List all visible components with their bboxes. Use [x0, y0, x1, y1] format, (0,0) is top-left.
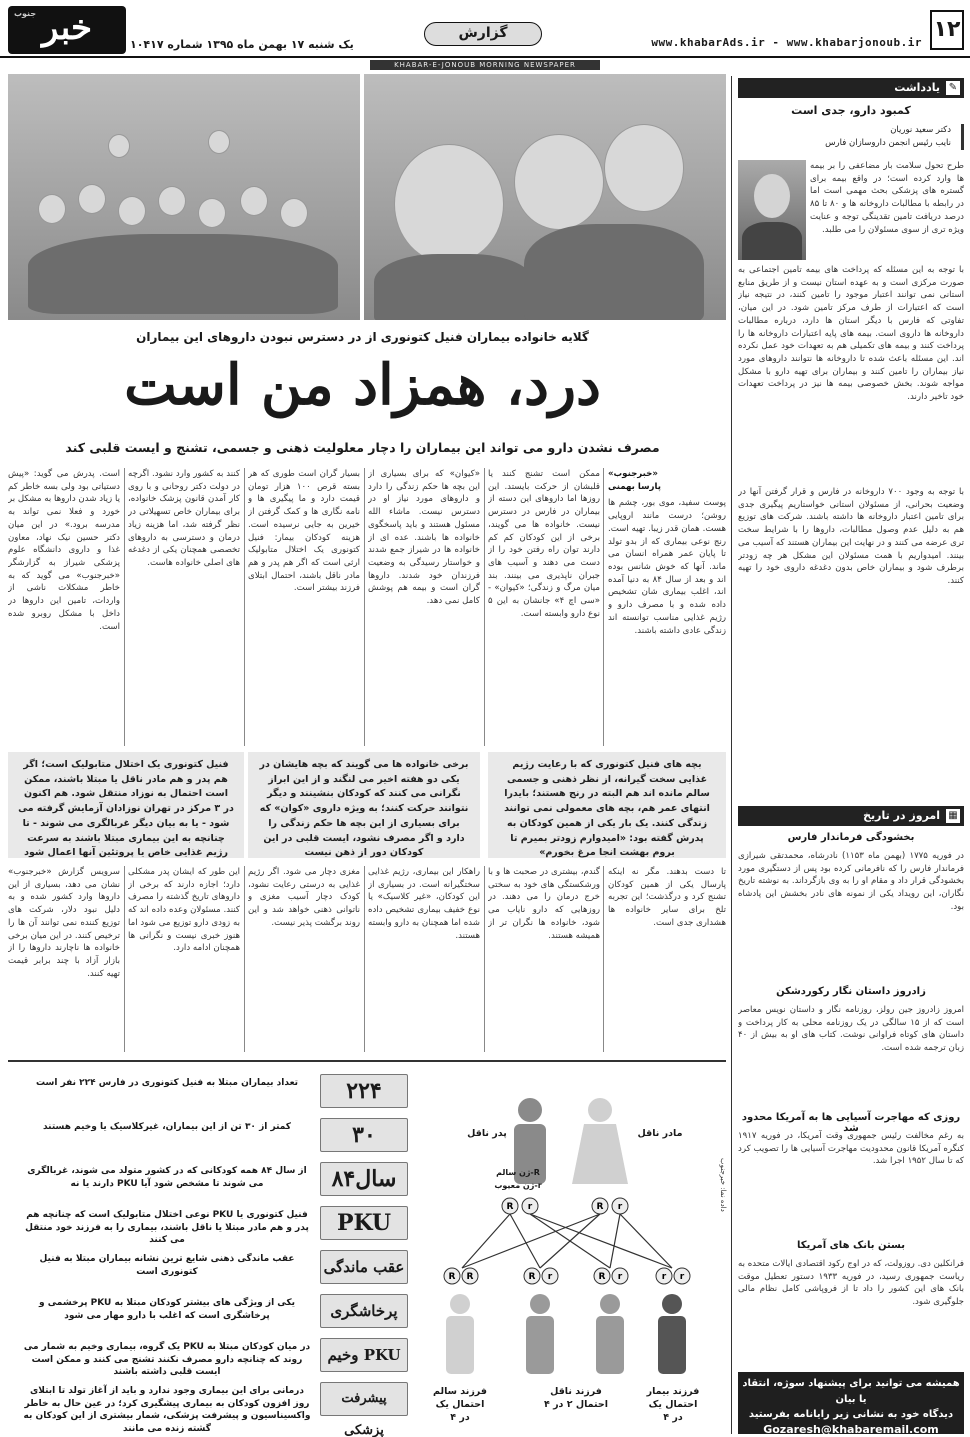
byline-source: «خبرجنوب» [608, 469, 658, 479]
history-text: فرانکلین دی. روزولت، که در اوج رکود اقتصادی ایالات متحده به ریاست جمهوری رسید، در فوریه ۱۹۳۳ دستور تعطیل موقت بانک های این کشور را داد تا از فروپاشی کامل نظام مالی جلوگیری شود. [738, 1259, 964, 1308]
article-column: سرویس گزارش «خبرجنوب» نشان می دهد، بسیاری از این داروها وارد کشور شده و به دلیل نبود دلار، شرکت های توزیع کننده نمی توانند آن ها را ترخیص کنند. در این میان برخی خانواده ها ناچارند داروها را از بازار آزاد با چند برابر قیمت تهیه کنند. [8, 867, 120, 979]
fact-row [8, 1338, 408, 1378]
column-divider [484, 866, 485, 1052]
fact-desc: فنیل کتونوری یا PKU نوعی اختلال متابولیک است که چنانچه هم پدر و هم مادر مبتلا یا ناقل باشند، بیماری را به فرزند خود منتقل می کنند [25, 1210, 309, 1246]
svg-text:r: r [661, 1272, 667, 1282]
author-photo-face [754, 174, 790, 218]
article-text: پوست سفید، موی بور، چشم ها روشن؛ درست مانند اروپایی هست. همان قدر زیبا. تهیه است. رنج نوعی بیماری که از بدو تولد تا پایان عمر همراه انسان می ماند. آنها که خوش شانس بوده اند و بعد از سال ۸۴ به دنیا آمده اند، اغلب بیماری شان تشخیص داده شده و با مصرف دارو و رژیم غذایی مناسب توانسته اند زندگی عادی داشته باشند. [608, 498, 726, 636]
fact-desc: عقب ماندگی ذهنی شایع ترین نشانه بیماران مبتلا به فنیل کتونوری است [39, 1254, 295, 1277]
svg-text:r: r [679, 1272, 685, 1282]
pull-quote: فنیل کتونوری یک اختلال متابولیک است؛ اگر هم پدر و هم مادر ناقل یا مبتلا باشند، ممکن است احتمال به نوزاد منتقل شود. هم اکنون در ۳ مرکز در تهران نوزادان آزمایش گرفته می شود - یا به بیان دیگر غربالگری می شوند - تا چنانچه به این بیماری مبتلا باشند به سرعت رژیم غذایی خاص یا پروتئین آنها اعمال شود [8, 752, 244, 858]
article-column: مغزی دچار می شود. اگر رژیم غذایی به درستی رعایت نشود، کودک دچار آسیب مغزی و ناتوانی ذهنی خواهد شد و این روند برگشت پذیر نیست. [248, 867, 360, 928]
column-divider [244, 866, 245, 1052]
photo-child-body [524, 224, 704, 320]
child-label [644, 1386, 702, 1424]
infographic-source: داده نما: خبرجنوب [719, 1158, 727, 1212]
note-text: با توجه به وجود ۷۰۰ داروخانه در فارس و قرار گرفتن آنها در وضعیت بحرانی، از مسئولان استانی خواستاریم پیگیری جدی برای تامین اعتبار داروخانه ها داشته باشند. شرکت های توزیع هم به دلیل عدم وصول مطالبات، داروها را با شرایط سخت تری عرضه می کنند و در نهایت این بیماران هستند که آسیب می بینند. امیدواریم با همت مسئولان این مشکل هر چه زودتر برطرف شود و بیماران خاص بدون دغدغه داروی خود را تهیه کنند. [738, 487, 964, 587]
history-title: روزی که مهاجرت آسیایی ها به آمریکا محدود شد [741, 1112, 961, 1134]
fact-key: پرخاشگری [320, 1294, 408, 1328]
logo-text: خبر [41, 8, 93, 48]
article-column: بسیار گران است طوری که هر بسته قرص ۱۰۰ هزار تومان قیمت دارد و ما پیگیری ها و نامه نگاری ها و کمک گرفتن از خیرین به جایی نرسیده است. هزینه کودکان بیمار: فنیل کتونوری یک اختلال متابولیک ارثی است که اگر هم پدر و هم مادر ناقل باشند، احتمال ابتلای فرزند بیشتر است. [248, 469, 360, 594]
group-children-photo [8, 74, 360, 320]
contact-email[interactable]: Gozaresh@khabaremail.com [763, 1422, 939, 1436]
fact-key: سال۸۴ [320, 1162, 408, 1196]
note-title: کمبود دارو، جدی است [791, 104, 911, 117]
child-carrier-label: فرزند ناقل [550, 1386, 602, 1397]
column-divider [603, 866, 604, 1052]
fact-desc: کمتر از ۳۰ تن از این بیماران، غیرکلاسیک یا وخیم هستند [42, 1122, 292, 1132]
fact-row [8, 1118, 408, 1152]
note-label [738, 78, 964, 98]
child-carrier-odds: احتمال ۲ در ۴ [543, 1398, 609, 1410]
column-divider [364, 866, 365, 1052]
photo-figure-face [280, 198, 308, 228]
svg-text:R: R [466, 1272, 474, 1282]
history-label-text: امروز در تاریخ [863, 809, 940, 822]
photo-boy-body [374, 254, 534, 320]
child-label [540, 1386, 612, 1412]
svg-text:R: R [506, 1202, 514, 1212]
contact-line: همیشه می توانید برای پیشنهاد سوژه، انتقاد یا بیان [742, 1378, 960, 1405]
child-healthy-label: فرزند سالم [433, 1386, 487, 1397]
svg-text:r: r [527, 1202, 533, 1212]
author-name: دکتر سعید نوریان [890, 125, 951, 135]
article-column: است. پدرش می گوید: «پیش دستیاتی بود ولی بسه خاطر کم یا زیاد شدن داروها به مشکل بر خورد و فعلا نمی تواند به مدرسه برود.» در این میان دکتر حسین نیک نهاد، معاون غذا و داروی دانشگاه علوم پزشکی شیراز به گزارشگر «خبرجنوب» می گوید که به خاطر مشکلات ناشی از واردات، تامین این داروها در داخل با مشکل روبرو شده است. [8, 469, 120, 632]
history-text: در فوریه ۱۷۷۵ (بهمن ماه ۱۱۵۳) نادرشاه، محمدتقی شیرازی فرماندار فارس را که نافرمانی کرده بود پس از دستگیری مورد بخشودگی قرار داد و مقام او را به وی بازگرداند. به نوشته تاریخ نگاران، این رویداد یکی از نمونه های نادر بخشش این پادشاه بود. [738, 851, 964, 912]
mother-label: مادر ناقل [637, 1128, 683, 1139]
photo-figure-face [118, 196, 146, 226]
legend-healthy-gene: R-ژن سالم [496, 1168, 540, 1177]
fact-key: PKU وخیم [320, 1338, 408, 1372]
fact-key: پیشرفت پزشکی [320, 1382, 408, 1416]
father-label: پدر ناقل [467, 1128, 507, 1139]
photo-figure-face [38, 194, 66, 224]
column-divider [124, 866, 125, 1052]
child-carrier [596, 1294, 624, 1374]
section-label: گزارش [424, 22, 542, 46]
author-role: نایب رئیس انجمن داروسازان فارس [825, 137, 951, 148]
history-title: بخشودگی فرماندار فارس [787, 832, 915, 843]
author-photo-body [742, 222, 802, 260]
author-photo [738, 160, 806, 260]
inheritance-diagram [414, 1068, 726, 1434]
website-url[interactable]: www.khabarAds.ir - www.khabarjonoub.ir [651, 36, 922, 49]
photo-child-face [604, 124, 684, 212]
note-text: با توجه به این مسئله که پرداخت های بیمه تامین اجتماعی به صورت مرکزی است و به عهده استان نیست و از طریق منابع استانی نمی توانند اعتبار موجود را تامین کنند، در نتیجه نیاز است که اعتبارات از طرف مرکز تامین شود. در این میان، تفاوتی که فارس با دیگر استان ها دارد، درباره مطالبات داروخانه ها داروی است. بیمه های پایه اعتبارات داروخانه ها را پرداخت کنند و بیمه های تکمیلی هم به تعهدات خود عمل نکرده اند. این مسئله باعث شده تا داروخانه ها نتوانند داروهای مورد نیاز بیماران را تامین کنند و بیماران برای تهیه دارو با مشکل مواجه شوند. بخش خصوصی بیمه ها نیز در پرداخت تعهدات خود تاخیر دارند. [738, 265, 964, 403]
svg-text:R: R [596, 1202, 604, 1212]
article-column: راهکار این بیماری، رژیم غذایی سختگیرانه است. در بسیاری از این کودکان، «غیر کلاسیک» یا نوع خفیف بیماری تشخیص داده شده اما همچنان به دارو وابسته هستند. [368, 867, 480, 941]
history-text: به رغم مخالفت رئیس جمهوری وقت آمریکا، در فوریه ۱۹۱۷ کنگره آمریکا قانون محدودیت مهاجرت آسیایی ها را تصویب کرد که تا سال ۱۹۵۲ اجرا شد. [738, 1131, 964, 1167]
svg-text:r: r [617, 1272, 623, 1282]
article-column: «کیوان» که برای بسیاری از این بچه ها حکم زندگی را دارد و داروهای مورد نیاز او در دسترس نیست. ماشاء الله مسئول هستند و باید پاسخگوی خانواده ها باشند. عده ای از خانواده ها در شیراز جمع شدند و خواستار رسیدگی به وضعیت فرزندان خود شدند. داروها گران است و بیمه هم پوشش کامل نمی دهد. [368, 469, 480, 607]
article-column: گندم، بیشتری در صحبت ها و با ورشکستگی های خود به سختی خرج درمان را می دهند. در روزهایی که دارو نایاب می شود، خانواده ها نگران تر از همیشه هستند. [488, 867, 600, 941]
fact-key: ۲۲۴ [320, 1074, 408, 1108]
contact-box [738, 1372, 964, 1434]
history-title: زادروز داستان نگار رکوردشکن [776, 986, 926, 997]
note-author [738, 124, 964, 150]
pull-quote: برخی خانواده ها می گویند که بچه هایشان در یکی دو هفته اخیر می لنگند و از این ابراز نگرانی می کنند که کودکان بنشینند و دیگر نتوانند حرکت کنند؛ به ویژه داروی «کوان» که برای بسیاری از این بچه ها حکم زندگی را دارد و اگر مصرف نشود، ایست قلبی در این کودکان دور از ذهن نیست [248, 752, 480, 858]
fact-desc: یکی از ویژگی های بیشتر کودکان مبتلا به PKU پرخشمی و پرخاشگری است که اغلب با دارو مهار می شود [38, 1298, 296, 1321]
article-headline: درد، همزاد من است [124, 352, 601, 418]
photo-figure-face [158, 186, 186, 216]
fact-key: ۳۰ [320, 1118, 408, 1152]
fact-row [8, 1074, 408, 1108]
section-divider [8, 1060, 726, 1062]
logo-small-text: جنوب [14, 9, 37, 18]
column-divider [364, 468, 365, 746]
photo-figure-face [240, 186, 268, 216]
photo-figure-face [108, 134, 130, 158]
inheritance-lines [462, 1214, 672, 1268]
svg-text:R: R [598, 1272, 606, 1282]
child-carrier [526, 1294, 554, 1374]
column-divider [124, 468, 125, 746]
history-label [738, 806, 964, 826]
inheritance-svg [414, 1068, 726, 1434]
fact-row [8, 1250, 408, 1284]
calendar-icon: ▦ [946, 809, 960, 823]
legend-faulty-gene: r-ژن معیوب [494, 1181, 542, 1190]
gene-circles [444, 1198, 690, 1284]
photo-figure-face [78, 184, 106, 214]
child-sick-label: فرزند بیمار [646, 1386, 700, 1397]
newspaper-logo [8, 6, 126, 54]
fact-key: PKU [320, 1206, 408, 1240]
column-divider [484, 468, 485, 746]
masthead-strip: KHABAR-E-JONOUB MORNING NEWSPAPER [370, 60, 600, 70]
contact-line: دیدگاه خود به نشانی زیر رایانامه بفرستید [748, 1409, 954, 1420]
column-divider [603, 468, 604, 746]
photo-child-face [514, 134, 604, 230]
byline-author: پارسا بهمنی [608, 481, 661, 492]
infographic-facts [8, 1068, 408, 1437]
child-healthy-odds: احتمال یک در ۴ [435, 1398, 485, 1423]
boy-closeup-photo [364, 74, 726, 320]
sidebar-divider [731, 76, 732, 1434]
fact-desc: در میان کودکان مبتلا به PKU یک گروه، بیماری وخیم به شمار می روند که چنانچه دارو مصرف نکنند تشنج می کنند و ممکن است ایست قلبی داشته باشند [23, 1342, 311, 1378]
history-title: بستن بانک های آمریکا [797, 1240, 905, 1251]
issue-date: یک شنبه ۱۷ بهمن ماه ۱۳۹۵ شماره ۱۰۴۱۷ [130, 38, 354, 51]
mother-figure [572, 1098, 628, 1184]
svg-text:R: R [528, 1272, 536, 1282]
svg-text:r: r [547, 1272, 553, 1282]
fact-row [8, 1294, 408, 1328]
fact-row [8, 1382, 408, 1437]
article-column: کنند به کشور وارد نشود. اگرچه در دولت دکتر روحانی و با روی کار آمدن قانون پزشک خانواده، برای بیماران خاص تسهیلاتی در نظر گرفته شد، اما هزینه زیاد درمان و دسترسی به داروهای تخصصی همچنان یکی از دغدغه های اصلی خانواده هاست. [128, 469, 240, 569]
photo-figure-face [208, 130, 230, 154]
fact-row [8, 1206, 408, 1246]
article-lead: مصرف نشدن دارو می تواند این بیماران را دچار معلولیت ذهنی و جسمی، تشنج و ایست قلبی کند [65, 440, 660, 455]
child-sick-odds: احتمال یک در ۴ [648, 1398, 698, 1423]
fact-row [8, 1162, 408, 1196]
article-column: تا دست بدهند. مگر نه اینکه پارسال یکی از همین کودکان تشنج کرد و درگذشت؛ این تجربه تلخ برای سایر خانواده ها هشداری جدی است. [608, 867, 726, 928]
pull-quote: بچه های فنیل کتونوری که با رعایت رژیم غذایی سخت گیرانه، از نظر ذهنی و جسمی سالم مانده اند هم البته در رنج هستند؛ بایدرا انتهای عمر هم، بچه های معمولی نمی توانند زندگی کنند. یک بار یکی از همین کودکان به پدرش گفته بود: «امیدوارم زودتر بمیرم تا بروم بهشت انجا مرغ بخورم» [488, 752, 726, 858]
child-sick [658, 1294, 686, 1374]
child-label [432, 1386, 488, 1424]
history-text: امروز زادروز جین رولز، روزنامه نگار و داستان نویس معاصر است که از ۱۵ سالگی در یک روزنامه محلی به کار پرداخت و داستان های کوتاه فراوانی نوشت. کتاب های او به بیش از ۴۰ زبان ترجمه شده است. [738, 1005, 964, 1054]
article-column: این طور که ایشان پدر مشکلی دارد؛ اجازه دارند که برخی از داروهای تاریخ گذشته را مصرف کنند. مسئولان وعده داده اند که به زودی دارو توزیع می شود اما هنوز خبری نیست و نگرانی ها همچنان ادامه دارد. [128, 867, 240, 954]
fact-desc: تعداد بیماران مبتلا به فنیل کتونوری در فارس ۲۲۴ نفر است [35, 1078, 299, 1088]
note-icon: ✎ [946, 81, 960, 95]
child-healthy [446, 1294, 474, 1374]
column-divider [244, 468, 245, 746]
note-text: طرح تحول سلامت بار مضاعفی را بر بیمه ها وارد کرده است؛ در واقع بیمه برای گستره های پزشکی بحث مهمی است اما در رابطه با مطالبات داروخانه ها و ۸۰ تا ۸۵ درصد دریافت تامین تقدینگی توجه و عنایت ویژه تری از سوی مسئولان را می طلبد. [810, 161, 964, 235]
fact-key: عقب ماندگی [320, 1250, 408, 1284]
photo-figure-face [198, 198, 226, 228]
page-number: ۱۲ [930, 10, 964, 50]
svg-text:r: r [617, 1202, 623, 1212]
article-column [608, 468, 726, 746]
svg-text:R: R [448, 1272, 456, 1282]
fact-desc: درمانی برای این بیماری وجود ندارد و باید از آغاز تولد تا ابتلای روز افزون کودکان به بیماری پیشگیری کرد؛ در عین حال به خاطر واکسیناسیون و پیشرفت پزشکی، شمار بیشتری از این کودکان به گشته زنده می مانند [23, 1386, 311, 1434]
photo-boy-face [394, 144, 504, 264]
note-label-text: یادداشت [894, 81, 940, 94]
article-kicker: گلایه خانواده بیماران فنیل کتونوری از در دسترس نبودن داروهای این بیماران [136, 330, 589, 344]
masthead [0, 0, 970, 58]
fact-desc: از سال ۸۴ همه کودکانی که در کشور متولد می شوند، غربالگری می شوند تا مشخص شود آیا PKU دارند یا نه [27, 1166, 307, 1189]
photo-figure-body [28, 234, 338, 314]
article-column: ممکن است تشنج کنند یا قلبشان از حرکت بایستد. این روزها اما داروهای این دسته از بیماران در فارس در دسترس نیست. خانواده ها می گویند، برخی از این کودکان کم کم دارند توان راه رفتن خود را از دست می دهند و آسیب های جبران ناپذیری می بینند. بند میان مرگ و زندگی؛ «کیوان» - «سی اچ ۴» جانشان به این ۵ نوع دارو وابسته است. [488, 469, 600, 619]
